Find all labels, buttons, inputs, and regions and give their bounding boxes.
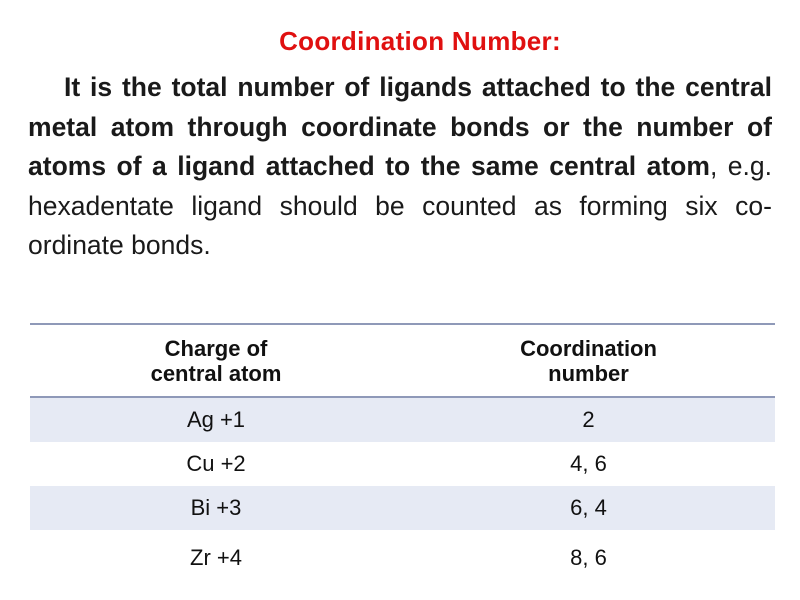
header-coordination-number <box>402 324 775 397</box>
coordination-table-container <box>30 323 775 600</box>
cell-charge: Ag +1 <box>186 407 246 432</box>
slide-title: Coordination Number: <box>279 26 561 56</box>
cell-coordination: 8, 6 <box>570 545 607 570</box>
coordination-table <box>30 323 775 600</box>
header-charge-label: Charge of central atom <box>150 335 282 386</box>
cell-coordination: 6, 4 <box>570 495 607 520</box>
cell-charge: Bi +3 <box>190 495 242 520</box>
table-row <box>30 397 775 442</box>
definition-example-text: , e.g. hexadentate ligand should be counted as forming six co-ordinate bonds. <box>28 151 772 260</box>
cell-coordination: 2 <box>582 407 595 432</box>
cell-charge: Zr +4 <box>190 545 242 570</box>
cell-coordination: 4, 6 <box>570 451 607 476</box>
definition-paragraph <box>28 68 772 266</box>
header-coordination-label: Coordination number <box>520 335 657 386</box>
definition-bold-text: It is the total number of ligands attached to the central metal atom through coordinate bonds or the number of atoms of a ligand attached to the same central atom <box>28 72 772 181</box>
cell-charge: Cu +2 <box>186 451 246 476</box>
table-row <box>30 486 775 530</box>
header-charge <box>30 324 402 397</box>
table-row <box>30 442 775 486</box>
table-header-row <box>30 324 775 397</box>
table-row <box>30 530 775 600</box>
